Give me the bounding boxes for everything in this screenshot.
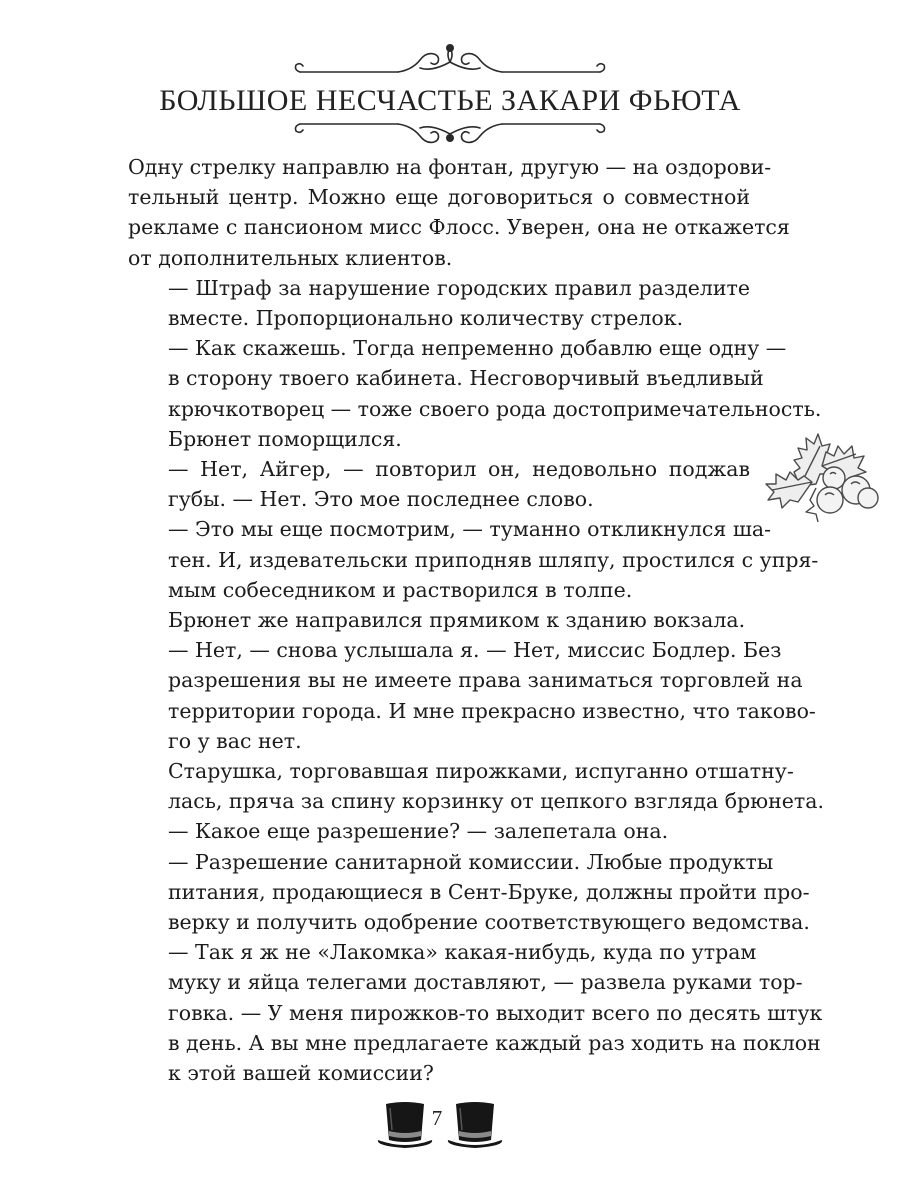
text-line: говка. — У меня пирожков-то выходит всего по десять штук <box>168 1000 823 1025</box>
text-line: — Разрешение санитарной комиссии. Любые продукты <box>168 849 774 874</box>
paragraph <box>128 816 750 846</box>
text-line: в день. А вы мне предлагаете каждый раз ходить на поклон <box>168 1030 821 1055</box>
text-line: разрешения вы не имеете права заниматься торговлей на <box>168 668 803 693</box>
text-line: крючкотворец — тоже своего рода достопримечательность. <box>168 396 822 421</box>
text-line: го у вас нет. <box>168 728 302 753</box>
text-line: лась, пряча за спину корзинку от цепкого взгляда брюнета. <box>168 789 824 814</box>
text-line: рекламе с пансионом мисс Флосс. Уверен, она не откажется <box>128 215 790 240</box>
text-line: — Это мы еще посмотрим, — туманно откликнулся ша- <box>168 517 772 542</box>
paragraph <box>128 514 819 605</box>
text-line: Брюнет же направился прямиком к зданию вокзала. <box>168 608 746 633</box>
text-line: — Какое еще разрешение? — залепетала она. <box>168 819 669 844</box>
text-line: к этой вашей комиссии? <box>168 1061 434 1086</box>
text-line: — Штраф за нарушение городских правил разделите <box>168 275 750 300</box>
paragraph <box>128 847 810 938</box>
text-line: — Так я ж не «Лакомка» какая-нибудь, куда по утрам <box>168 940 757 965</box>
text-line: от дополнительных клиентов. <box>128 245 453 270</box>
text-line: муку и яйца телегами доставляют, — развела руками тор- <box>168 970 803 995</box>
paragraph <box>128 756 824 816</box>
paragraph <box>128 152 790 273</box>
paragraph <box>128 605 750 635</box>
text-line: — Как скажешь. Тогда непременно добавлю еще одну — <box>168 336 787 361</box>
text-line: территории города. И мне прекрасно известно, что таково- <box>168 698 816 723</box>
page-header <box>0 38 900 148</box>
text-line: верку и получить одобрение соответствующего ведомства. <box>168 910 810 935</box>
paragraph <box>128 424 750 454</box>
running-title: БОЛЬШОЕ НЕСЧАСТЬЕ ЗАКАРИ ФЬЮТА <box>159 84 741 117</box>
text-line: мым собеседником и растворился в толпе. <box>168 577 633 602</box>
body-text <box>128 152 824 1088</box>
paragraph <box>128 454 750 514</box>
text-line: вместе. Пропорционально количеству стрелок. <box>168 306 684 331</box>
text-line: питания, продающиеся в Сент-Бруке, должны пройти про- <box>168 879 810 904</box>
paragraph <box>128 635 816 756</box>
text-line: Брюнет поморщился. <box>168 426 402 451</box>
paragraph <box>128 333 822 424</box>
text-line: губы. — Нет. Это мое последнее слово. <box>168 487 594 512</box>
text-line: Одну стрелку направлю на фонтан, другую — на оздорови- <box>128 155 772 179</box>
paragraph <box>128 937 823 1088</box>
text-line: — Нет, — снова услышала я. — Нет, миссис Бодлер. Без <box>168 638 782 663</box>
text-line: в сторону твоего кабинета. Несговорчивый въедливый <box>168 366 764 391</box>
text-line: тельный центр. Можно еще договориться о совместной <box>128 185 750 210</box>
holly-berries-decoration <box>760 416 886 522</box>
text-line: — Нет, Айгер, — повторил он, недовольно поджав <box>168 457 750 482</box>
top-hat-icon-right <box>448 1102 502 1148</box>
page-number: 7 <box>431 1106 443 1130</box>
text-line: тен. И, издевательски приподняв шляпу, простился с упря- <box>168 547 819 572</box>
paragraph <box>128 273 750 333</box>
text-line: Старушка, торговавшая пирожками, испуганно отшатну- <box>168 759 794 784</box>
